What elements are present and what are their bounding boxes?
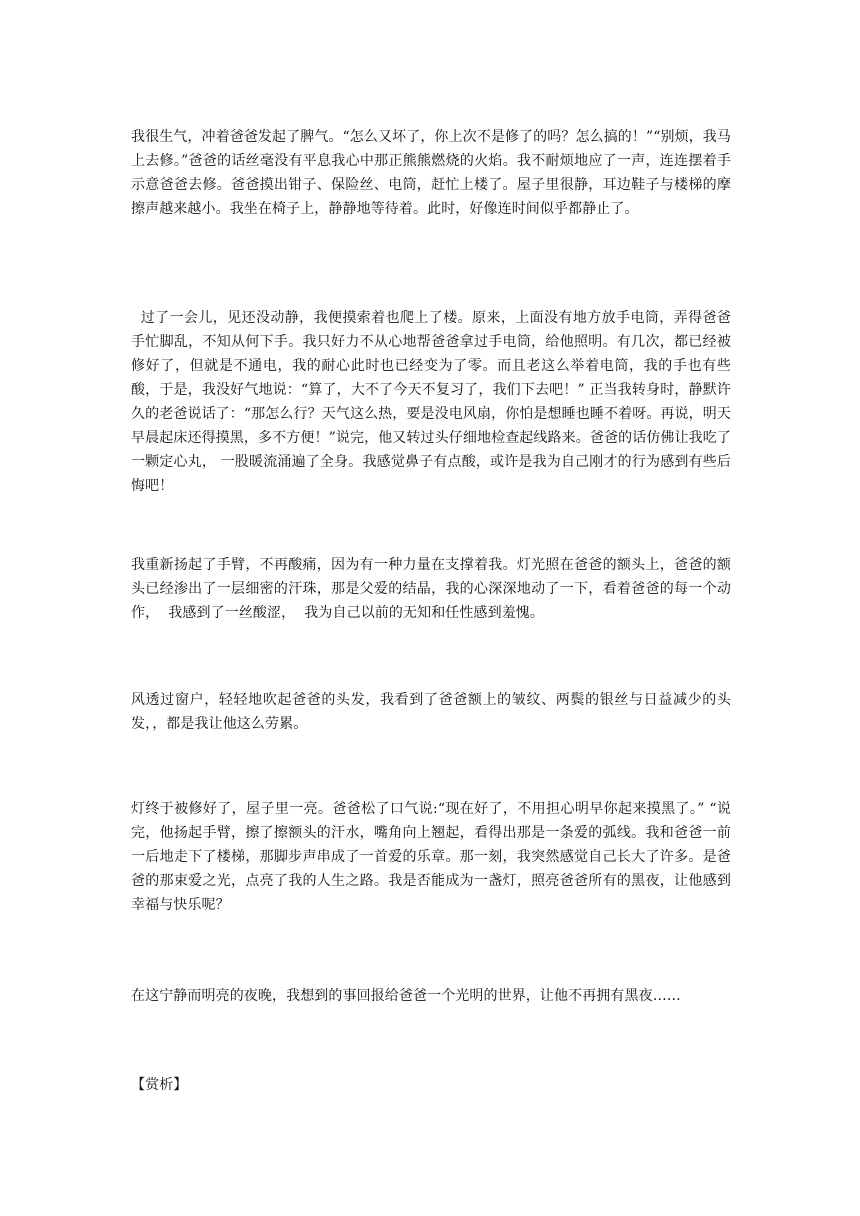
paragraph-5: 灯终于被修好了，屋子里一亮。爸爸松了口气说:“现在好了，不用担心明早你起来摸黑了。” “说完，他扬起手臂，擦了擦额头的汗水，嘴角向上翘起，看得出那是一条爱的弧线。我和爸爸一前一后地走下了楼梯，那脚步声串成了一首爱的乐章。那一刻，我突然感觉自己长大了许多。是爸爸的那束爱之光，点亮了我的人生之路。我是否能成为一盏灯，照亮爸爸所有的黑夜，让他感到幸福与快乐呢？ xyxy=(131,801,731,913)
paragraph-6: 在这宁静而明亮的夜晚，我想到的事回报给爸爸一个光明的世界，让他不再拥有黑夜…… xyxy=(131,988,681,1004)
paragraph-1: 我很生气，冲着爸爸发起了脾气。“怎么又坏了，你上次不是修了的吗？怎么搞的！”“别烦，我马上去修。”爸爸的话丝毫没有平息我心中那正熊熊燃烧的火焰。我不耐烦地应了一声，连连摆着手示意爸爸去修。爸爸摸出钳子、保险丝、电筒，赶忙上楼了。屋子里很静，耳边鞋子与楼梯的摩擦声越来越小。我坐在椅子上，静静地等待着。此时，好像连时间似乎都静止了。 xyxy=(131,129,731,217)
paragraph-3: 我重新扬起了手臂，不再酸痛，因为有一种力量在支撑着我。灯光照在爸爸的额头上，爸爸的额头已经渗出了一层细密的汗珠，那是父爱的结晶，我的心深深地动了一下，看着爸爸的每一个动作， 我感到了一丝酸涩， 我为自己以前的无知和任性感到羞愧。 xyxy=(131,557,731,621)
section-heading-appreciation: 【赏析】 xyxy=(131,1077,188,1093)
paragraph-4: 风透过窗户，轻轻地吹起爸爸的头发，我看到了爸爸额上的皱纹、两鬓的银丝与日益减少的头发，，都是我让他这么劳累。 xyxy=(131,692,731,732)
paragraph-2: 过了一会儿，见还没动静，我便摸索着也爬上了楼。原来，上面没有地方放手电筒，弄得爸爸手忙脚乱，不知从何下手。我只好力不从心地帮爸爸拿过手电筒，给他照明。有几次，都已经被修好了，但就是不通电，我的耐心此时也已经变为了零。而且老这么举着电筒，我的手也有些酸，于是，我没好气地说：“算了，大不了今天不复习了，我们下去吧！” 正当我转身时，静默许久的老爸说话了：“那怎么行？天气这么热，要是没电风扇，你怕是想睡也睡不着呀。再说，明天早晨起床还得摸黑，多不方便！”说完，他又转过头仔细地检查起线路来。爸爸的话仿佛让我吃了一颗定心丸， 一股暖流涌遍了全身。我感觉鼻子有点酸，或许是我为自己刚才的行为感到有些后悔吧！ xyxy=(131,310,731,494)
